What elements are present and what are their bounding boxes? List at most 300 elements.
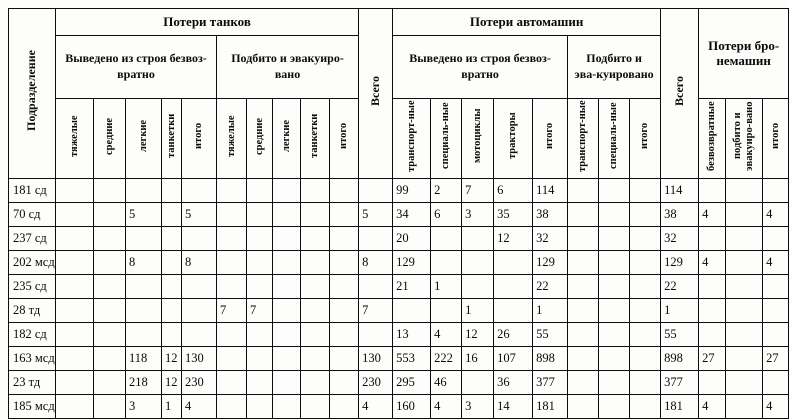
data-cell: 6 [431,203,462,227]
data-cell [699,227,726,251]
data-cell [726,371,763,395]
data-cell: 2 [431,179,462,203]
tank-evacuated-col-3-header [301,99,330,179]
table-row [9,395,789,419]
vehicle-irrecoverable-col-3-label: тракторы [507,112,519,160]
data-cell: 3 [462,203,494,227]
armored-col-0-label: безвозвратные [706,101,718,171]
data-cell [273,179,301,203]
data-cell: 129 [661,251,699,275]
data-cell [126,179,162,203]
data-cell [301,179,330,203]
data-cell [330,203,359,227]
data-cell [630,347,661,371]
vehicle-evacuated-col-1-label: специаль-ные [608,102,620,170]
vehicle-evacuated-col-2-label: итого [639,122,651,150]
data-cell [494,299,533,323]
data-cell: 5 [126,203,162,227]
data-cell: 12 [162,371,182,395]
tank-evacuated-col-3-label: танкетки [309,113,321,159]
data-cell [301,347,330,371]
data-cell [162,203,182,227]
data-cell [273,371,301,395]
data-cell [330,227,359,251]
data-cell [726,203,763,227]
tank-losses-group-header: Потери танков [56,9,359,36]
vehicle-evacuated-col-2-header [630,99,661,179]
data-cell [273,275,301,299]
vehicle-evacuated-col-1-header [599,99,630,179]
data-cell [247,179,273,203]
data-cell [726,299,763,323]
tank-irrecoverable-col-2-label: легкие [137,119,149,153]
data-cell [568,203,599,227]
vehicle-irrecoverable-col-2-label: мотоциклы [471,108,483,164]
data-cell: 1 [462,299,494,323]
data-cell: 4 [699,395,726,419]
data-cell [217,227,247,251]
data-cell [182,299,217,323]
data-cell [699,179,726,203]
data-cell [462,371,494,395]
data-cell: 8 [126,251,162,275]
data-cell [599,275,630,299]
data-cell [726,251,763,275]
tank-irrecoverable-col-3-header [162,99,182,179]
data-cell [763,179,789,203]
table-row [9,299,789,323]
data-cell: 38 [533,203,568,227]
data-cell [462,227,494,251]
unit-cell: 237 сд [9,227,56,251]
data-cell [599,227,630,251]
data-cell [699,323,726,347]
data-cell [273,227,301,251]
vehicle-losses-group-header: Потери автомашин [393,9,661,36]
data-cell [359,275,393,299]
data-cell [217,251,247,275]
data-cell [56,395,94,419]
unit-cell: 181 сд [9,179,56,203]
data-cell: 377 [533,371,568,395]
unit-cell: 185 мсд [9,395,56,419]
data-cell [599,299,630,323]
unit-cell: 23 тд [9,371,56,395]
data-cell [126,299,162,323]
data-cell [630,251,661,275]
data-cell [359,179,393,203]
tank-irrecoverable-subheader: Выведено из строя безвоз-вратно [56,36,217,99]
tank-losses-total-header [359,9,393,179]
data-cell [56,227,94,251]
vehicle-evacuated-subheader: Подбито и эва-куировано [568,36,661,99]
losses-table-page [8,8,789,419]
data-cell: 12 [462,323,494,347]
vehicle-irrecoverable-col-4-label: итого [544,122,556,150]
data-cell [568,371,599,395]
unit-column-header-label: Подразделение [24,50,39,132]
data-cell [217,203,247,227]
data-cell: 7 [247,299,273,323]
losses-table [8,8,789,419]
data-cell [247,251,273,275]
vehicle-irrecoverable-col-1-label: специаль-ные [440,102,452,170]
data-cell: 22 [533,275,568,299]
tank-irrecoverable-col-0-header [56,99,94,179]
data-cell: 3 [462,395,494,419]
data-cell: 5 [182,203,217,227]
data-cell [330,299,359,323]
data-cell: 46 [431,371,462,395]
data-cell: 898 [533,347,568,371]
data-cell [56,299,94,323]
data-cell [599,347,630,371]
data-cell [568,323,599,347]
data-cell [431,227,462,251]
tank-evacuated-col-0-label: тяжелые [225,115,237,157]
unit-cell: 70 сд [9,203,56,227]
data-cell [301,275,330,299]
data-cell: 114 [533,179,568,203]
data-cell [56,251,94,275]
data-cell [330,371,359,395]
vehicle-evacuated-col-0-header [568,99,599,179]
data-cell [273,347,301,371]
data-cell [182,227,217,251]
data-cell: 118 [126,347,162,371]
data-cell: 1 [431,275,462,299]
data-cell [182,323,217,347]
tank-evacuated-col-0-header [217,99,247,179]
data-cell [726,179,763,203]
tank-irrecoverable-col-4-header [182,99,217,179]
data-cell [726,395,763,419]
data-cell: 4 [359,395,393,419]
data-cell [330,275,359,299]
vehicle-irrecoverable-col-2-header [462,99,494,179]
data-cell [217,347,247,371]
data-cell: 16 [462,347,494,371]
data-cell [699,299,726,323]
data-cell [94,347,126,371]
data-cell: 27 [763,347,789,371]
data-cell [217,275,247,299]
unit-cell: 28 тд [9,299,56,323]
data-cell [431,299,462,323]
data-cell: 7 [359,299,393,323]
data-cell: 12 [162,347,182,371]
data-cell [94,371,126,395]
data-cell [301,323,330,347]
data-cell [726,347,763,371]
data-cell [330,323,359,347]
data-cell [126,275,162,299]
data-cell: 130 [182,347,217,371]
data-cell: 12 [494,227,533,251]
data-cell [330,347,359,371]
table-row [9,227,789,251]
data-cell [94,323,126,347]
data-cell [763,227,789,251]
data-cell: 4 [182,395,217,419]
data-cell [462,251,494,275]
data-cell [568,395,599,419]
data-cell [568,275,599,299]
data-cell [630,395,661,419]
data-cell [56,275,94,299]
data-cell [494,275,533,299]
data-cell [247,203,273,227]
armored-col-1-label: подбито и эвакуиро-вано [732,101,756,171]
data-cell [630,203,661,227]
armored-col-2-header [763,99,789,179]
data-cell [599,251,630,275]
data-cell [56,371,94,395]
tank-irrecoverable-col-2-header [126,99,162,179]
data-cell [599,395,630,419]
data-cell [568,347,599,371]
data-cell: 130 [359,347,393,371]
data-cell: 1 [162,395,182,419]
data-cell: 27 [699,347,726,371]
data-cell [162,251,182,275]
data-cell [630,275,661,299]
data-cell: 7 [217,299,247,323]
data-cell [273,395,301,419]
data-cell [726,323,763,347]
data-cell [568,179,599,203]
table-row [9,323,789,347]
data-cell: 230 [182,371,217,395]
data-cell [273,323,301,347]
data-cell: 114 [661,179,699,203]
tank-irrecoverable-col-3-label: танкетки [165,113,177,159]
data-cell: 55 [533,323,568,347]
data-cell [56,179,94,203]
data-cell [568,227,599,251]
vehicle-losses-total-label: Всего [671,76,686,106]
data-cell: 8 [182,251,217,275]
data-cell [763,323,789,347]
tank-evacuated-col-4-header [330,99,359,179]
tank-evacuated-col-4-label: итого [338,122,350,150]
data-cell [726,275,763,299]
data-cell: 898 [661,347,699,371]
vehicle-irrecoverable-col-0-label: транспорт-ные [405,100,417,172]
data-cell [94,203,126,227]
data-cell [94,299,126,323]
data-cell [56,347,94,371]
data-cell [94,275,126,299]
data-cell: 32 [661,227,699,251]
data-cell [494,251,533,275]
data-cell [301,299,330,323]
data-cell [217,179,247,203]
table-row [9,203,789,227]
data-cell: 4 [763,251,789,275]
data-cell [431,251,462,275]
table-row [9,371,789,395]
table-row [9,179,789,203]
data-cell: 295 [393,371,431,395]
unit-cell: 235 сд [9,275,56,299]
data-cell [301,203,330,227]
data-cell [301,371,330,395]
data-cell: 55 [661,323,699,347]
unit-cell: 163 мсд [9,347,56,371]
data-cell: 218 [126,371,162,395]
armored-car-losses-group-header: Потери бро-немашин [699,9,789,99]
table-row [9,275,789,299]
tank-irrecoverable-col-4-label: итого [193,122,205,150]
data-cell: 129 [393,251,431,275]
data-cell: 4 [431,323,462,347]
data-cell: 160 [393,395,431,419]
data-cell: 13 [393,323,431,347]
data-cell [330,395,359,419]
data-cell [247,395,273,419]
tank-losses-total-label: Всего [367,76,382,106]
tank-irrecoverable-col-1-header [94,99,126,179]
data-cell [162,323,182,347]
data-cell [763,275,789,299]
data-cell [217,371,247,395]
data-cell [56,203,94,227]
tank-evacuated-col-2-header [273,99,301,179]
vehicle-irrecoverable-col-0-header [393,99,431,179]
table-row [9,347,789,371]
data-cell [247,347,273,371]
data-cell [330,251,359,275]
data-cell: 34 [393,203,431,227]
data-cell [359,227,393,251]
tank-evacuated-col-1-label: средние [253,117,265,155]
tank-irrecoverable-col-1-label: средние [103,117,115,155]
data-cell: 22 [661,275,699,299]
data-cell: 38 [661,203,699,227]
tank-evacuated-col-1-header [247,99,273,179]
table-row [9,251,789,275]
data-cell [247,275,273,299]
data-cell: 6 [494,179,533,203]
data-cell: 1 [533,299,568,323]
data-cell: 181 [661,395,699,419]
data-cell [330,179,359,203]
data-cell [599,179,630,203]
vehicle-irrecoverable-col-1-header [431,99,462,179]
data-cell [599,323,630,347]
data-cell [217,323,247,347]
data-cell: 99 [393,179,431,203]
data-cell: 4 [699,203,726,227]
data-cell: 553 [393,347,431,371]
data-cell: 4 [699,251,726,275]
data-cell [301,395,330,419]
data-cell: 377 [661,371,699,395]
data-cell: 14 [494,395,533,419]
vehicle-irrecoverable-col-3-header [494,99,533,179]
vehicle-irrecoverable-col-4-header [533,99,568,179]
data-cell [699,275,726,299]
data-cell [94,395,126,419]
data-cell [94,251,126,275]
vehicle-irrecoverable-subheader: Выведено из строя безвоз-вратно [393,36,568,99]
data-cell: 32 [533,227,568,251]
data-cell [599,371,630,395]
data-cell: 4 [431,395,462,419]
data-cell [162,275,182,299]
armored-col-0-header [699,99,726,179]
data-cell [162,179,182,203]
tank-evacuated-col-2-label: легкие [280,119,292,153]
data-cell: 8 [359,251,393,275]
data-cell: 35 [494,203,533,227]
data-cell: 4 [763,395,789,419]
data-cell [182,179,217,203]
data-cell [599,203,630,227]
data-cell [462,275,494,299]
data-cell [217,395,247,419]
data-cell [247,371,273,395]
data-cell: 5 [359,203,393,227]
tank-evacuated-subheader: Подбито и эвакуиро-вано [217,36,359,99]
data-cell [273,251,301,275]
armored-col-1-header [726,99,763,179]
data-cell [699,371,726,395]
data-cell [94,179,126,203]
data-cell [630,179,661,203]
data-cell: 230 [359,371,393,395]
data-cell [568,299,599,323]
data-cell [273,203,301,227]
data-cell: 21 [393,275,431,299]
data-cell: 129 [533,251,568,275]
data-cell: 7 [462,179,494,203]
data-cell [568,251,599,275]
vehicle-losses-total-header [661,9,699,179]
data-cell [630,299,661,323]
data-cell [273,299,301,323]
data-cell [763,299,789,323]
data-cell [630,227,661,251]
data-cell: 107 [494,347,533,371]
unit-cell: 182 сд [9,323,56,347]
data-cell [630,323,661,347]
vehicle-evacuated-col-0-label: транспорт-ные [577,100,589,172]
data-cell [301,251,330,275]
data-cell: 20 [393,227,431,251]
data-cell [630,371,661,395]
armored-col-2-label: итого [769,122,781,150]
data-cell: 222 [431,347,462,371]
data-cell [162,227,182,251]
unit-column-header [9,9,56,179]
data-cell [56,323,94,347]
data-cell: 3 [126,395,162,419]
data-cell [247,323,273,347]
data-cell [763,371,789,395]
tank-irrecoverable-col-0-label: тяжелые [68,115,80,157]
data-cell [126,323,162,347]
data-cell [301,227,330,251]
data-cell: 26 [494,323,533,347]
unit-cell: 202 мсд [9,251,56,275]
data-cell: 1 [661,299,699,323]
data-cell [247,227,273,251]
data-cell [726,227,763,251]
data-cell [162,299,182,323]
data-cell [126,227,162,251]
